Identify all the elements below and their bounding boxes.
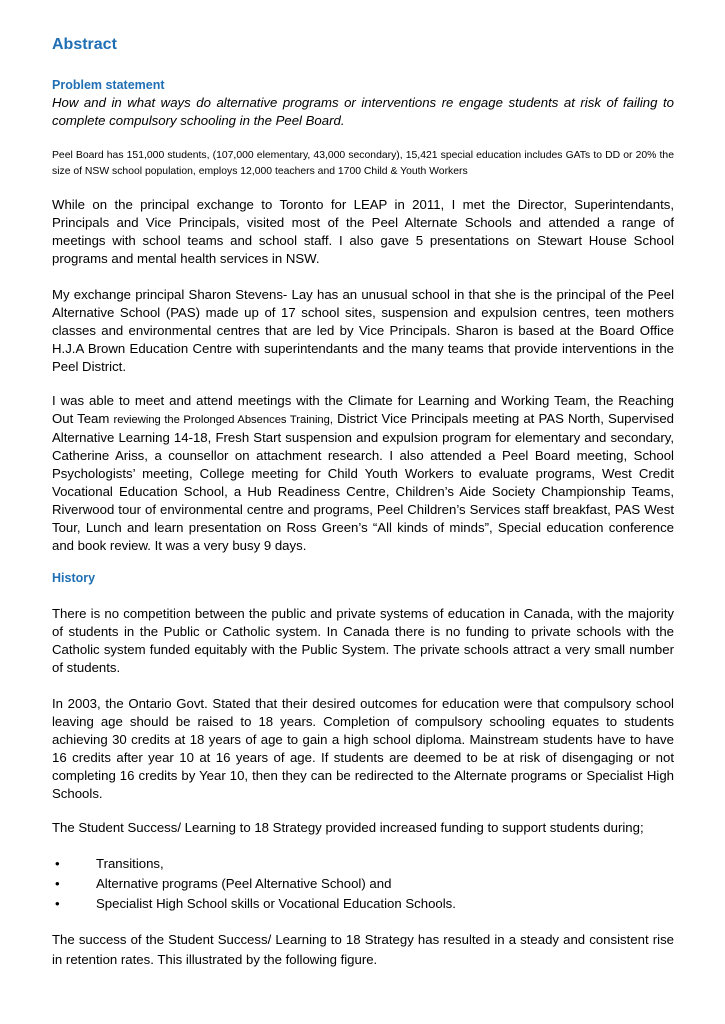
bullet-marker: • [55, 876, 60, 891]
history-heading: History [52, 571, 96, 585]
list-item [52, 854, 674, 874]
paragraph-exchange: While on the principal exchange to Toronto for LEAP in 2011, I met the Director, Superintendants, Principals and Vice Principals, visited most of the Peel Alternate Schools and attended a range of meetings with school teams and school staff. I also gave 5 presentations on Stewart House School programs and mental health services in NSW. [52, 197, 674, 266]
list-item-text: Specialist High School skills or Vocational Education Schools. [96, 896, 456, 911]
problem-question: How and in what ways do alternative programs or interventions re engage students at risk of failing to complete compulsory schooling in the Peel Board. [52, 95, 674, 128]
list-item [52, 874, 674, 894]
list-item-text: Alternative programs (Peel Alternative School) and [96, 876, 392, 891]
abstract-heading: Abstract [52, 36, 117, 53]
bullet-marker: • [55, 896, 60, 911]
paragraph-meetings-part-1: I was able to meet and attend meetings with the Climate for Learning and Working Team, the Reaching Out Team [52, 393, 674, 426]
paragraph-meetings-small: reviewing the Prolonged Absences Training, [113, 414, 333, 426]
paragraph-competition: There is no competition between the public and private systems of education in Canada, with the majority of students in the Public or Catholic system. In Canada there is no funding to private schools with the Catholic system funded equitably with the Public System. The private schools attract a very small number of students. [52, 606, 674, 675]
paragraph-sharon: My exchange principal Sharon Stevens- Lay has an unusual school in that she is the principal of the Peel Alternative School (PAS) made up of 17 school sites, suspension and expulsion centres, teen mothers classes and environmental centres that are led by Vice Principals. Sharon is based at the Board Office H.J.A Brown Education Centre with superintendants and the many teams that provide interventions in the Peel District. [52, 287, 674, 374]
paragraph-meetings [52, 392, 674, 555]
strategy-bullet-list [52, 854, 674, 914]
bullet-marker: • [55, 856, 60, 871]
list-item-text: Transitions, [96, 856, 164, 871]
paragraph-ontario: In 2003, the Ontario Govt. Stated that their desired outcomes for education were that compulsory school leaving age should be raised to 18 years. Completion of compulsory schooling equates to students achieving 30 credits at 18 years of age to gain a high school diploma. Mainstream students have to have 16 credits after year 10 at 16 years of age. If students are deemed to be at risk of disengaging or not completing 16 credits by Year 10, then they can be redirected to the Alternate programs or Specialist High Schools. [52, 696, 674, 801]
paragraph-meetings-part-2: District Vice Principals meeting at PAS North, Supervised Alternative Learning 14-18, Fresh Start suspension and expulsion program for elementary and secondary, Catherine Ariss, a counsellor on attachment research. I also attended a Peel Board meeting, School Psychologists’ meeting, College meeting for Child Youth Workers to evaluate programs, West Credit Vocational Education School, a Hub Readiness Centre, Children’s Aide Society Championship Teams, Riverwood tour of environmental centre and programs, Peel Children’s Services staff breakfast, PAS West Tour, Lunch and learn presentation on Ross Green’s “All kinds of minds”, Special education conference and book review. It was a very busy 9 days. [52, 411, 674, 553]
problem-statement-heading: Problem statement [52, 78, 165, 92]
paragraph-strategy: The Student Success/ Learning to 18 Strategy provided increased funding to support students during; [52, 820, 644, 835]
list-item [52, 894, 674, 914]
paragraph-retention: The success of the Student Success/ Learning to 18 Strategy has resulted in a steady and consistent rise in retention rates. This illustrated by the following figure. [52, 932, 674, 967]
peel-board-facts: Peel Board has 151,000 students, (107,000 elementary, 43,000 secondary), 15,421 special education includes GATs to DD or 20% the size of NSW school population, employs 12,000 teachers and 1700 Child & Youth Workers [52, 150, 674, 177]
